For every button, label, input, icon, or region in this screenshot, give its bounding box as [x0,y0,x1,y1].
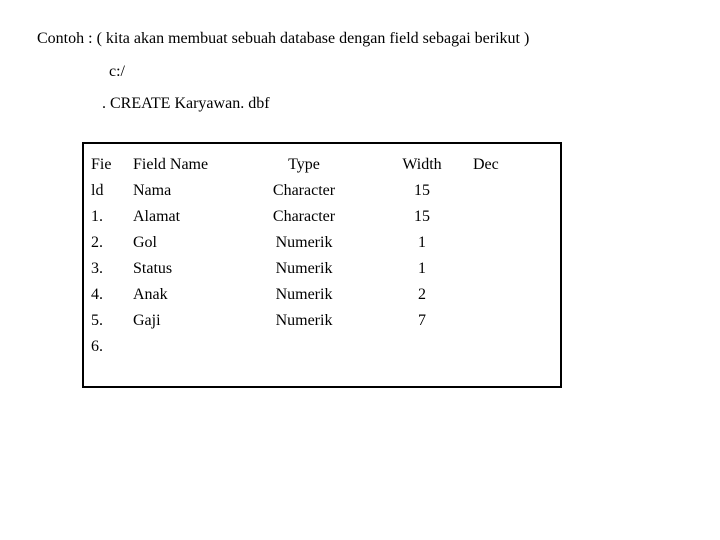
field-header-part2: ld [91,182,104,199]
field-name-cell: Alamat [133,208,181,225]
field-header-part1: Fie [91,156,112,173]
width-header: Width [402,156,442,173]
field-number: 4. [91,286,103,303]
type-cell: Numerik [275,234,333,251]
width-cell: 7 [418,312,426,329]
type-header: Type [288,156,320,173]
field-number-column [91,152,121,360]
type-column [249,152,359,334]
field-number: 6. [91,338,103,355]
type-cell: Numerik [275,260,333,277]
width-cell: 1 [418,234,426,251]
field-name-cell: Gaji [133,312,161,329]
type-cell: Numerik [275,312,333,329]
width-column [386,152,458,334]
intro-text: Contoh : ( kita akan membuat sebuah database dengan field sebagai berikut ) [37,30,530,47]
type-cell: Character [272,182,336,199]
field-name-header: Field Name [133,156,209,173]
field-number: 2. [91,234,103,251]
width-cell: 2 [418,286,426,303]
width-cell: 15 [414,208,430,225]
field-name-cell: Gol [133,234,157,251]
type-cell: Character [272,208,336,225]
path-text: c:/ [109,63,125,80]
field-number: 1. [91,208,103,225]
field-number: 3. [91,260,103,277]
width-cell: 1 [418,260,426,277]
field-number: 5. [91,312,103,329]
dec-column [473,152,499,178]
field-name-cell: Status [133,260,173,277]
field-table [82,142,562,388]
width-cell: 15 [414,182,430,199]
dec-header: Dec [473,156,499,173]
create-command-text: . CREATE Karyawan. dbf [102,95,270,112]
type-cell: Numerik [275,286,333,303]
field-name-column [133,152,208,334]
field-name-cell: Anak [133,286,168,303]
field-name-cell: Nama [133,182,172,199]
